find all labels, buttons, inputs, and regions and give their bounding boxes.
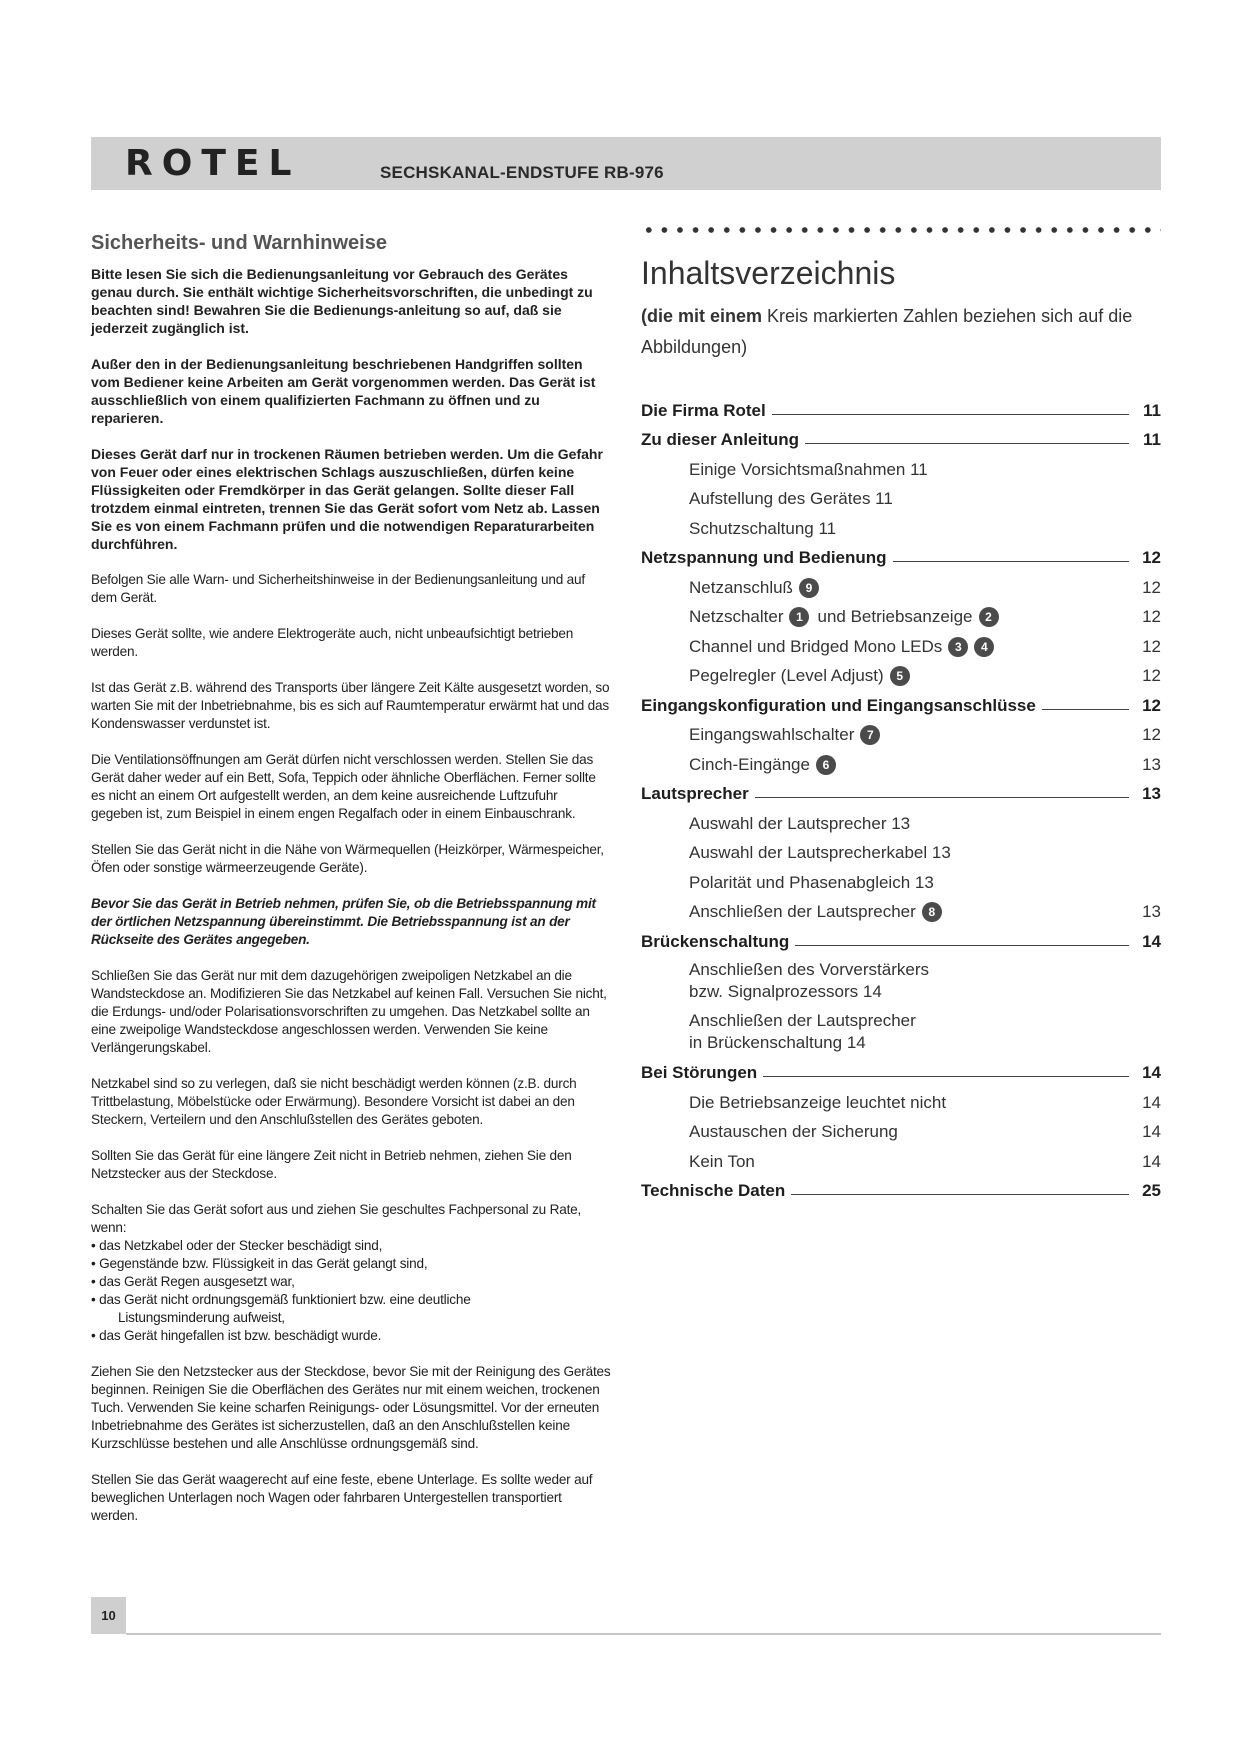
figure-number-badge: 2 (979, 607, 999, 627)
toc-list (641, 391, 1161, 1201)
toc-page: 12 (1142, 666, 1161, 685)
toc-subentry[interactable] (641, 804, 1161, 834)
toc-subentry[interactable] (641, 834, 1161, 864)
safety-paragraph: Netzkabel sind so zu verlegen, daß sie nicht beschädigt werden können (z.B. durch Trittbelastung, Möbelstücke oder Erwärmung). Besondere Vorsicht ist dabei an den Steckern, Verteilern und den Anschlußstellen des Gerätes geboten. (91, 1076, 577, 1127)
toc-label: Die Firma Rotel (641, 400, 766, 420)
toc-page: 13 (1142, 754, 1161, 774)
list-item: • das Netzkabel oder der Stecker beschädigt sind, (91, 1238, 383, 1253)
toc-page: 11 (1143, 430, 1161, 449)
safety-bold-paragraph: Dieses Gerät darf nur in trockenen Räumen betrieben werden. Um die Gefahr von Feuer oder eines elektrischen Schlags auszuschließen, dürfen keine Flüssigkeiten oder Fremdkörper in das Gerät gelangen. Sollte dieser Fall trotzdem einmal eintreten, trennen Sie das Gerät sofort vom Netz ab. Lassen Sie es von einem Fachmann prüfen und die notwendigen Reparaturarbeiten durchführen. (91, 446, 603, 552)
toc-label: Einige Vorsichtsmaßnahmen 11 (689, 459, 928, 479)
toc-subentry[interactable] (641, 480, 1161, 510)
toc-entry[interactable] (641, 686, 1161, 716)
toc-entry[interactable] (641, 775, 1161, 805)
toc-page: 12 (1142, 636, 1161, 656)
toc-subentry[interactable] (641, 893, 1161, 923)
toc-page: 12 (1142, 725, 1161, 744)
toc-subentry[interactable] (641, 627, 1161, 657)
toc-page: 14 (1142, 1151, 1161, 1171)
toc-page: 11 (1143, 400, 1161, 420)
toc-subentry[interactable] (641, 863, 1161, 893)
toc-page: 13 (1142, 902, 1161, 921)
brand-logo: ROTEL (125, 143, 301, 184)
toc-subentry[interactable] (641, 1142, 1161, 1172)
toc-entry[interactable] (641, 539, 1161, 569)
toc-page: 12 (1142, 577, 1161, 597)
footer-divider (126, 1633, 1161, 1635)
toc-page: 12 (1142, 548, 1161, 567)
toc-subentry[interactable] (641, 657, 1161, 687)
toc-label: Austauschen der Sicherung (689, 1122, 898, 1141)
toc-label: Lautsprecher (641, 784, 749, 803)
toc-label: Eingangskonfiguration und Eingangsanschlüsse (641, 695, 1036, 715)
toc-label: in Brückenschaltung 14 (689, 1032, 866, 1052)
safety-paragraph: Stellen Sie das Gerät nicht in die Nähe von Wärmequellen (Heizkörper, Wärmespeicher, Öfen oder sonstige wärmeerzeugende Geräte). (91, 842, 604, 875)
toc-label: bzw. Signalprozessors 14 (689, 981, 882, 1001)
page-number: 10 (91, 1597, 126, 1634)
toc-page: 14 (1142, 1063, 1161, 1082)
safety-bold-paragraph: Außer den in der Bedienungsanleitung beschriebenen Handgriffen sollten vom Bediener keine Arbeiten am Gerät vorgenommen werden. Das Gerät ist ausschließlich von einem qualifizierten Fachmann zu öffnen und zu reparieren. (91, 356, 596, 426)
safety-bold-paragraph: Bitte lesen Sie sich die Bedienungsanleitung vor Gebrauch des Gerätes genau durch. Sie enthält wichtige Sicherheitsvorschriften, die unbedingt zu beachten sind! Bewahren Sie die Bedienungs-anleitung so auf, daß sie jederzeit zugänglich ist. (91, 266, 593, 336)
toc-subentry[interactable] (641, 952, 1161, 1003)
toc-label: Auswahl der Lautsprecher 13 (689, 813, 911, 833)
safety-paragraph: Stellen Sie das Gerät waagerecht auf eine feste, ebene Unterlage. Es sollte weder auf beweglichen Unterlagen noch Wagen oder fahrbaren Untergestellen transportiert werden. (91, 1472, 593, 1523)
toc-label: Cinch-Eingänge (689, 754, 810, 774)
toc-label: Auswahl der Lautsprecherkabel 13 (689, 843, 951, 862)
toc-label: und Betriebsanzeige (817, 607, 973, 626)
dotted-divider (641, 226, 1161, 234)
toc-label: Polarität und Phasenabgleich 13 (689, 872, 934, 892)
toc-label: Bei Störungen (641, 1063, 758, 1082)
safety-paragraph: Schalten Sie das Gerät sofort aus und ziehen Sie geschultes Fachpersonal zu Rate, wenn: (91, 1202, 582, 1235)
figure-number-badge: 6 (816, 755, 836, 775)
toc-page: 25 (1142, 1181, 1161, 1200)
toc-label: Kein Ton (689, 1151, 755, 1171)
toc-subentry[interactable] (641, 509, 1161, 539)
figure-number-badge: 5 (890, 666, 910, 686)
toc-label: Schutzschaltung 11 (689, 518, 837, 538)
safety-paragraph: Sollten Sie das Gerät für eine längere Zeit nicht in Betrieb nehmen, ziehen Sie den Netzstecker aus der Steckdose. (91, 1148, 572, 1181)
toc-entry[interactable] (641, 421, 1161, 451)
safety-paragraph: Schließen Sie das Gerät nur mit dem dazugehörigen zweipoligen Netzkabel an die Wandsteckdose an. Modifizieren Sie das Netzkabel auf keinen Fall. Versuchen Sie nicht, die Erdungs- und/oder Polarisationsvorschriften zu umgehen. Das Netzkabel sollte an eine zweipolige Wandsteckdose angeschlossen werden. Verwenden Sie keine Verlängerungskabel. (91, 968, 607, 1055)
toc-page: 12 (1142, 695, 1161, 715)
toc-title: Inhaltsverzeichnis (641, 255, 896, 291)
safety-paragraph: Befolgen Sie alle Warn- und Sicherheitshinweise in der Bedienungsanleitung und auf dem Gerät. (91, 572, 585, 605)
toc-label: Die Betriebsanzeige leuchtet nicht (689, 1092, 947, 1112)
toc-subentry[interactable] (641, 1113, 1161, 1143)
safety-emphasis: Bevor Sie das Gerät in Betrieb nehmen, prüfen Sie, ob die Betriebsspannung mit der örtlichen Netzspannung übereinstimmt. Die Betriebsspannung ist an der Rückseite des Gerätes angegeben. (91, 896, 596, 947)
toc-label: Pegelregler (Level Adjust) (689, 666, 884, 685)
toc-label: Aufstellung des Gerätes 11 (689, 489, 893, 508)
toc-entry[interactable] (641, 1172, 1161, 1202)
toc-subtitle (641, 301, 1161, 363)
safety-paragraph: Die Ventilationsöffnungen am Gerät dürfen nicht verschlossen werden. Stellen Sie das Gerät daher weder auf ein Bett, Sofa, Teppich oder ähnliche Oberflächen. Ferner sollte es nicht an einem Ort aufgestellt werden, an dem keine ausreichende Luftzufuhr gegeben ist, zum Beispiel in einem engen Regalfach oder in einem Einbauschrank. (91, 752, 596, 821)
list-item-continuation: Listungsminderung aufweist, (118, 1310, 285, 1325)
toc-subentry[interactable] (641, 716, 1161, 746)
toc-section (641, 253, 1161, 1201)
toc-subentry[interactable] (641, 1003, 1161, 1054)
toc-label: Anschließen des Vorverstärkers (689, 959, 929, 979)
safety-paragraph: Ist das Gerät z.B. während des Transports über längere Zeit Kälte ausgesetzt worden, so warten Sie mit der Inbetriebnahme, bis es sich auf Raumtemperatur erwärmt hat und das Kondenswasser verdunstet ist. (91, 680, 610, 731)
list-item: • das Gerät nicht ordnungsgemäß funktioniert bzw. eine deutliche (91, 1292, 471, 1307)
toc-page: 14 (1142, 1122, 1161, 1141)
toc-subentry[interactable] (641, 598, 1161, 628)
toc-label: Zu dieser Anleitung (641, 430, 800, 449)
toc-label: Channel und Bridged Mono LEDs (689, 636, 943, 656)
list-item: • das Gerät Regen ausgesetzt war, (91, 1274, 295, 1289)
toc-label: Brückenschaltung (641, 931, 790, 951)
safety-paragraph: Dieses Gerät sollte, wie andere Elektrogeräte auch, nicht unbeaufsichtigt betrieben werden. (91, 626, 574, 659)
figure-number-badge: 9 (799, 578, 819, 598)
toc-page: 13 (1142, 784, 1161, 803)
toc-label: Netzanschluß (689, 577, 793, 597)
toc-page: 12 (1142, 607, 1161, 626)
safety-section (91, 232, 611, 1543)
figure-number-badge: 8 (922, 902, 942, 922)
toc-subentry[interactable] (641, 1083, 1161, 1113)
toc-entry[interactable] (641, 391, 1161, 421)
toc-page: 14 (1142, 931, 1161, 951)
safety-title: Sicherheits- und Warnhinweise (91, 232, 387, 254)
toc-entry[interactable] (641, 922, 1161, 952)
list-item: • das Gerät hingefallen ist bzw. beschädigt wurde. (91, 1328, 382, 1343)
toc-label: Eingangswahlschalter (689, 725, 855, 744)
toc-subentry[interactable] (641, 745, 1161, 775)
toc-subentry[interactable] (641, 450, 1161, 480)
toc-label: Anschließen der Lautsprecher (689, 902, 916, 921)
list-item: • Gegenstände bzw. Flüssigkeit in das Gerät gelangt sind, (91, 1256, 428, 1271)
warning-list (91, 1237, 611, 1345)
toc-subtitle-bold: (die mit einem (641, 306, 763, 326)
toc-entry[interactable] (641, 1054, 1161, 1084)
toc-subentry[interactable] (641, 568, 1161, 598)
toc-label: Netzspannung und Bedienung (641, 548, 887, 567)
figure-number-badge: 1 (789, 607, 809, 627)
toc-label: Anschließen der Lautsprecher (689, 1010, 916, 1030)
list-item (91, 1309, 611, 1327)
toc-label: Technische Daten (641, 1181, 786, 1200)
safety-paragraph: Ziehen Sie den Netzstecker aus der Steckdose, bevor Sie mit der Reinigung des Gerätes beginnen. Reinigen Sie die Oberflächen des Gerätes nur mit einem weichen, trockenen Tuch. Verwenden Sie keine scharfen Reinigungs- oder Lösungsmittel. Vor der erneuten Inbetriebnahme des Gerätes ist sicherzustellen, daß an den Anschlußstellen keine Kurzschlüsse bestehen und alle Anschlüsse ordnungsgemäß sind. (91, 1364, 611, 1451)
header-bar (91, 137, 1161, 190)
figure-number-badge: 4 (974, 637, 994, 657)
product-title: SECHSKANAL-ENDSTUFE RB-976 (380, 163, 664, 182)
figure-number-badge: 7 (860, 725, 880, 745)
toc-page: 14 (1142, 1092, 1161, 1112)
figure-number-badge: 3 (948, 637, 968, 657)
toc-label: Netzschalter (689, 607, 784, 626)
toc-subtitle-rest: Kreis markierten Zahlen beziehen sich auf die Abbildungen) (641, 306, 1133, 357)
